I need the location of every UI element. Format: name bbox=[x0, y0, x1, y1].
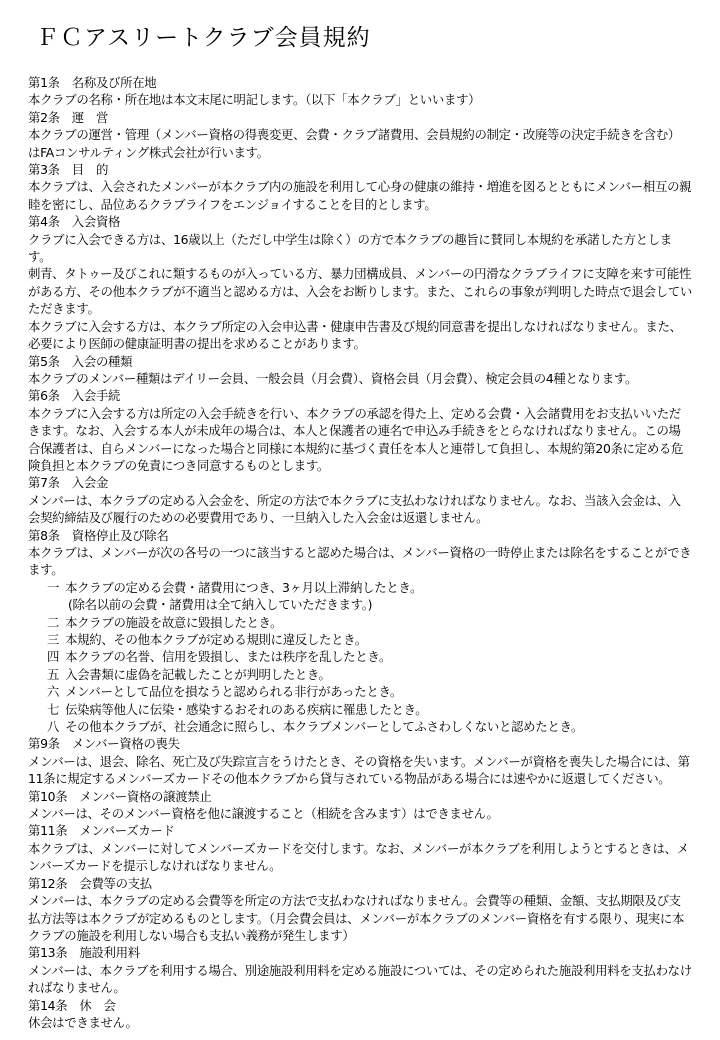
article-heading bbox=[28, 997, 692, 1014]
clause-item bbox=[47, 666, 692, 683]
article-paragraph: 本クラブに入会する方は所定の入会手続きを行い、本クラブの承認を得た上、定める会費・入会諸費用をお支払いいただきます。なお、入会する本人が未成年の場合は、本人と保護者の連名で申込み手続きをとらなければなりません。この場合保護者は、自らメンバーになった場合と同様に本規約に基づく責任を本人と連帯して負担し、本規約第20条に定める危険負担と本クラブの免責につき同意するものとします。 bbox=[28, 405, 684, 473]
clause-text: 本規約、その他本クラブが定める規則に違反したとき。 bbox=[65, 632, 367, 647]
clause-item bbox=[47, 579, 692, 614]
article-heading bbox=[28, 788, 692, 805]
article-title: メンバー資格の譲渡禁止 bbox=[79, 788, 212, 804]
article-title: 名称及び所在地 bbox=[71, 75, 157, 90]
article-paragraph: 本クラブの運営・管理（メンバー資格の得喪変更、会費・クラブ諸費用、会員規約の制定・改廃等の決定手続きを含む）はFAコンサルティング株式会社が行います。 bbox=[28, 127, 681, 160]
article-heading bbox=[28, 213, 692, 230]
article-title: 入会金 bbox=[71, 475, 109, 491]
article-heading bbox=[28, 109, 692, 126]
article-number: 第8条 bbox=[28, 527, 60, 543]
article-9 bbox=[28, 735, 692, 787]
clause-text: 本クラブの施設を故意に毀損したとき。 bbox=[65, 614, 283, 630]
clause-number: 七 bbox=[47, 701, 60, 717]
article-heading bbox=[28, 944, 692, 961]
article-number: 第2条 bbox=[28, 109, 60, 125]
article-12 bbox=[28, 875, 692, 945]
article-paragraph: メンバーは、本クラブの定める会費等を所定の方法で支払わなければなりません。会費等の種類、金額、支払期限及び支払方法等は本クラブが定めるものとします。（月会費会員は、メンバーが本クラブのメンバー資格を有する限り、現実に本クラブの施設を利用しない場合も支払い義務が発生します） bbox=[28, 893, 685, 943]
clause-item bbox=[47, 648, 692, 665]
clause-number: 四 bbox=[47, 649, 60, 665]
article-heading bbox=[28, 735, 692, 752]
article-14 bbox=[28, 997, 692, 1032]
clause-item bbox=[47, 631, 692, 648]
article-title: 運 営 bbox=[71, 109, 109, 125]
clause-list bbox=[28, 579, 692, 736]
article-heading bbox=[28, 353, 692, 370]
article-paragraph: 本クラブに入会する方は、本クラブ所定の入会申込書・健康申告書及び規約同意書を提出しなければなりません。また、必要により医師の健康証明書の提出を求めることがあります。 bbox=[28, 318, 682, 352]
article-11 bbox=[28, 822, 692, 874]
article-paragraph: メンバーは、本クラブを利用する場合、別途施設利用料を定める施設については、その定められた施設利用料を支払わなければなりません。 bbox=[28, 962, 692, 996]
article-number: 第6条 bbox=[28, 388, 60, 404]
article-paragraph: 本クラブのメンバー種類はデイリー会員、一般会員（月会費）、資格会員（月会費）、検定会員の4種となります。 bbox=[28, 370, 638, 386]
article-number: 第13条 bbox=[28, 945, 68, 961]
article-number: 第11条 bbox=[28, 823, 68, 839]
article-2 bbox=[28, 109, 692, 161]
article-title: 入会資格 bbox=[71, 214, 121, 230]
clause-text: その他本クラブが、社会通念に照らし、本クラブメンバーとしてふさわしくないと認めたとき。 bbox=[65, 719, 584, 735]
article-4 bbox=[28, 213, 692, 352]
clause-item bbox=[47, 718, 692, 735]
article-heading bbox=[28, 527, 692, 544]
clause-text: 本クラブの名誉、信用を毀損し、または秩序を乱したとき。 bbox=[65, 649, 392, 665]
clause-number: 五 bbox=[47, 666, 60, 682]
article-number: 第10条 bbox=[28, 788, 68, 804]
article-title: 施設利用料 bbox=[79, 945, 140, 961]
clause-text: メンバーとして品位を損なうと認められる非行があったとき。 bbox=[65, 684, 403, 700]
article-title: 会費等の支払 bbox=[79, 875, 152, 891]
article-paragraph: 休会はできません。 bbox=[28, 1014, 138, 1030]
clause-note: (除名以前の会費・諸費用は全て納入していただきます。) bbox=[68, 597, 373, 613]
article-number: 第1条 bbox=[28, 75, 60, 90]
article-paragraph: メンバーは、退会、除名、死亡及び失踪宣言をうけたとき、その資格を失います。メンバーが資格を喪失した場合には、第11条に規定するメンバーズカードその他本クラブから貸与されている物品がある場合には速やかに返還してください。 bbox=[28, 753, 690, 787]
article-paragraph: 本クラブは、入会されたメンバーが本クラブ内の施設を利用して心身の健康の維持・増進を図るとともにメンバー相互の親睦を密にし、品位あるクラブライフをエンジョイすることを目的とします。 bbox=[28, 179, 692, 212]
article-10 bbox=[28, 788, 692, 823]
article-number: 第14条 bbox=[28, 997, 68, 1013]
article-13 bbox=[28, 944, 692, 996]
clause-number: 六 bbox=[47, 684, 60, 700]
article-3 bbox=[28, 161, 692, 213]
clause-text: 伝染病等他人に伝染・感染するおそれのある疾病に罹患したとき。 bbox=[65, 701, 428, 717]
article-paragraph: メンバーは、本クラブの定める入会金を、所定の方法で本クラブに支払わなければなりません。なお、当該入会金は、入会契約締結及び履行のための必要費用であり、一旦納入した入会金は返還しません。 bbox=[28, 492, 681, 526]
article-paragraph: クラブに入会できる方は、16歳以上（ただし中学生は除く）の方で本クラブの趣旨に賛同し本規約を承諾した方とします。 bbox=[28, 231, 672, 265]
article-6 bbox=[28, 387, 692, 474]
clause-text: 入会書類に虚偽を記載したことが判明したとき。 bbox=[65, 666, 331, 682]
article-paragraph: 本クラブは、メンバーに対してメンバーズカードを交付します。なお、メンバーが本クラブを利用しようとするときは、メンバーズカードを提示しなければなりません。 bbox=[28, 840, 689, 874]
article-number: 第5条 bbox=[28, 353, 60, 369]
article-7 bbox=[28, 474, 692, 526]
article-title: 入会の種類 bbox=[71, 353, 133, 369]
article-8 bbox=[28, 527, 692, 736]
article-title: メンバーズカード bbox=[79, 823, 175, 839]
article-heading bbox=[28, 387, 692, 404]
clause-number: 八 bbox=[47, 719, 60, 735]
clause-text: 本クラブの定める会費・諸費用につき、3ヶ月以上滞納したとき。 bbox=[65, 579, 423, 595]
article-number: 第7条 bbox=[28, 475, 60, 491]
article-paragraph: メンバーは、そのメンバー資格を他に譲渡すること（相続を含みます）はできません。 bbox=[28, 806, 499, 822]
article-heading bbox=[28, 822, 692, 839]
clause-item bbox=[47, 701, 692, 718]
article-title: 入会手続 bbox=[71, 388, 121, 404]
article-title: 休 会 bbox=[79, 997, 116, 1013]
clause-number: 三 bbox=[47, 632, 60, 647]
article-paragraph: 刺青、タトゥー及びこれに類するものが入っている方、暴力団構成員、メンバーの円滑なクラブライフに支障を来す可能性がある方、その他本クラブが不適当と認める方は、入会をお断りします。また、これらの事象が判明した時点で退会していただきます。 bbox=[28, 266, 692, 317]
clause-item bbox=[47, 614, 692, 631]
article-number: 第9条 bbox=[28, 736, 60, 752]
document-title: ＦＣアスリートクラブ会員規約 bbox=[36, 25, 371, 51]
article-1 bbox=[28, 74, 692, 109]
clause-item bbox=[47, 683, 692, 700]
article-heading bbox=[28, 474, 692, 491]
article-heading bbox=[28, 161, 692, 178]
article-title: 目 的 bbox=[71, 162, 109, 178]
article-5 bbox=[28, 353, 692, 388]
article-paragraph: 本クラブの名称・所在地は本文末尾に明記します。（以下「本クラブ」といいます） bbox=[28, 92, 481, 108]
article-paragraph: 本クラブは、メンバーが次の各号の一つに該当すると認めた場合は、メンバー資格の一時停止または除名をすることができます。 bbox=[28, 544, 692, 578]
article-title: 資格停止及び除名 bbox=[71, 527, 169, 543]
article-heading bbox=[28, 875, 692, 892]
article-number: 第4条 bbox=[28, 214, 60, 230]
article-heading bbox=[28, 74, 692, 91]
clause-number: 一 bbox=[47, 579, 60, 595]
articles-container bbox=[28, 74, 692, 1031]
article-number: 第12条 bbox=[28, 875, 68, 891]
article-title: メンバー資格の喪失 bbox=[71, 736, 180, 752]
clause-number: 二 bbox=[47, 614, 60, 630]
article-number: 第3条 bbox=[28, 162, 60, 178]
